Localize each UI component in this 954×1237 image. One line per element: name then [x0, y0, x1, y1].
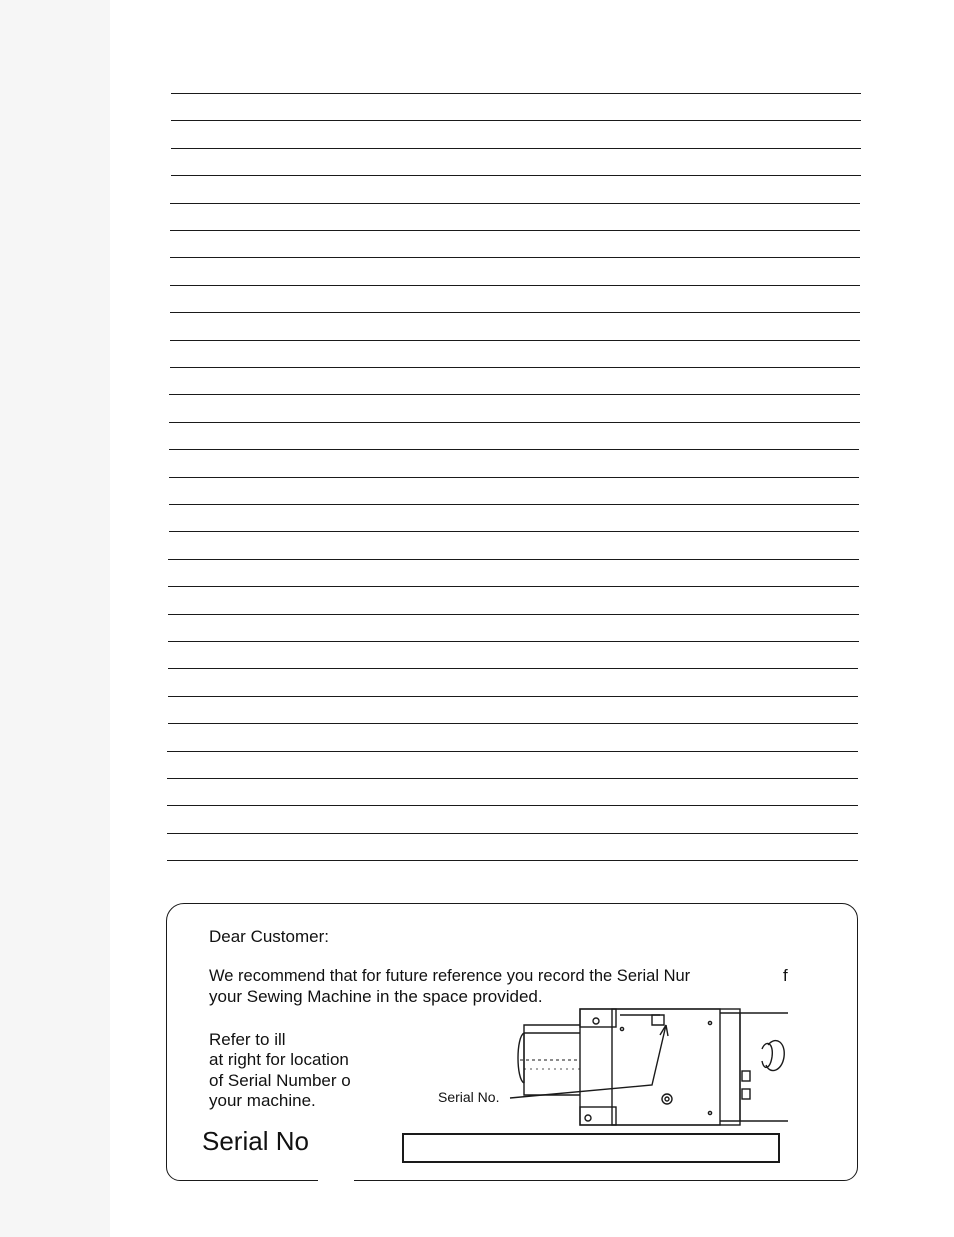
note-line — [168, 559, 859, 560]
refer-line-4: your machine. — [209, 1091, 316, 1110]
note-line — [167, 805, 858, 806]
note-line — [168, 641, 859, 642]
note-line — [171, 175, 861, 176]
note-line — [170, 367, 860, 368]
note-line — [167, 778, 858, 779]
recommend-line-1: We recommend that for future reference you record the Serial Nur — [209, 967, 691, 985]
note-line — [170, 312, 860, 313]
note-line — [169, 504, 860, 505]
note-line — [169, 449, 859, 450]
recommend-line-1-tail: f — [783, 966, 788, 985]
note-line — [168, 614, 859, 615]
note-line — [168, 723, 859, 724]
note-line — [167, 833, 858, 834]
note-line — [170, 203, 860, 204]
note-line — [167, 751, 858, 752]
note-line — [170, 340, 860, 341]
note-line — [169, 394, 859, 395]
note-line — [168, 668, 859, 669]
serial-number-field[interactable] — [402, 1133, 780, 1163]
diagram-serial-label: Serial No. — [438, 1089, 500, 1105]
box-edge-gap — [318, 1176, 354, 1184]
note-line — [169, 422, 859, 423]
refer-line-3: of Serial Number o — [209, 1071, 351, 1090]
serial-number-label: Serial No — [202, 1126, 309, 1156]
note-line — [170, 257, 860, 258]
note-line — [169, 477, 859, 478]
note-line — [170, 230, 860, 231]
refer-line-1: Refer to ill — [209, 1030, 286, 1049]
machine-diagram — [420, 1005, 790, 1135]
note-line — [168, 696, 859, 697]
note-line — [171, 148, 861, 149]
note-line — [170, 285, 860, 286]
recommend-line-2: your Sewing Machine in the space provided. — [209, 987, 543, 1006]
note-line — [171, 93, 861, 94]
note-line — [167, 860, 858, 861]
greeting-text: Dear Customer: — [209, 927, 329, 946]
note-line — [169, 531, 860, 532]
note-line — [168, 586, 859, 587]
scan-margin — [0, 0, 110, 1237]
refer-line-2: at right for location — [209, 1050, 349, 1069]
note-line — [171, 120, 861, 121]
